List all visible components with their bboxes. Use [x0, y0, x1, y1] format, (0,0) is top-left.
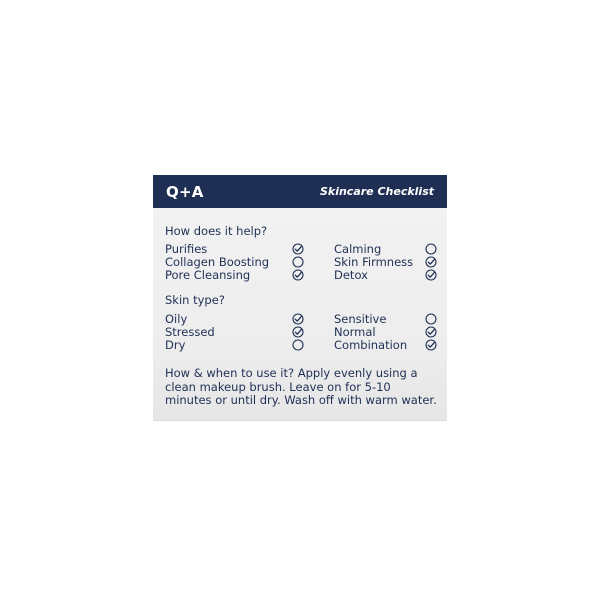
- item-label: Calming: [334, 242, 382, 256]
- item-label: Dry: [165, 338, 186, 352]
- skin-section-title: Skin type?: [165, 293, 225, 307]
- empty-circle-icon: [292, 339, 304, 351]
- empty-circle-icon: [425, 313, 437, 325]
- checklist-title: Skincare Checklist: [319, 185, 434, 198]
- product-box: [153, 175, 447, 420]
- item-label: Oily: [165, 312, 188, 326]
- checked-circle-icon: [425, 256, 437, 268]
- checked-circle-icon: [292, 313, 304, 325]
- checked-circle-icon: [292, 243, 304, 255]
- help-section-title: How does it help?: [165, 224, 268, 238]
- item-label: Combination: [334, 338, 408, 352]
- brand-logo: Q+A: [166, 183, 204, 201]
- checked-circle-icon: [425, 269, 437, 281]
- item-label: Collagen Boosting: [165, 255, 270, 269]
- item-label: Normal: [334, 325, 376, 339]
- checked-circle-icon: [292, 326, 304, 338]
- header-band: [153, 175, 447, 208]
- item-label: Sensitive: [334, 312, 387, 326]
- item-label: Pore Cleansing: [165, 268, 251, 282]
- checked-circle-icon: [425, 339, 437, 351]
- checked-circle-icon: [425, 326, 437, 338]
- item-label: Stressed: [165, 325, 215, 339]
- empty-circle-icon: [292, 256, 304, 268]
- usage-instructions: How & when to use it? Apply evenly using a clean makeup brush. Leave on for 5-10 minutes or until dry. Wash off with warm water.: [165, 366, 437, 407]
- item-label: Skin Firmness: [334, 255, 414, 269]
- item-label: Purifies: [165, 242, 208, 256]
- item-label: Detox: [334, 268, 368, 282]
- checked-circle-icon: [292, 269, 304, 281]
- empty-circle-icon: [425, 243, 437, 255]
